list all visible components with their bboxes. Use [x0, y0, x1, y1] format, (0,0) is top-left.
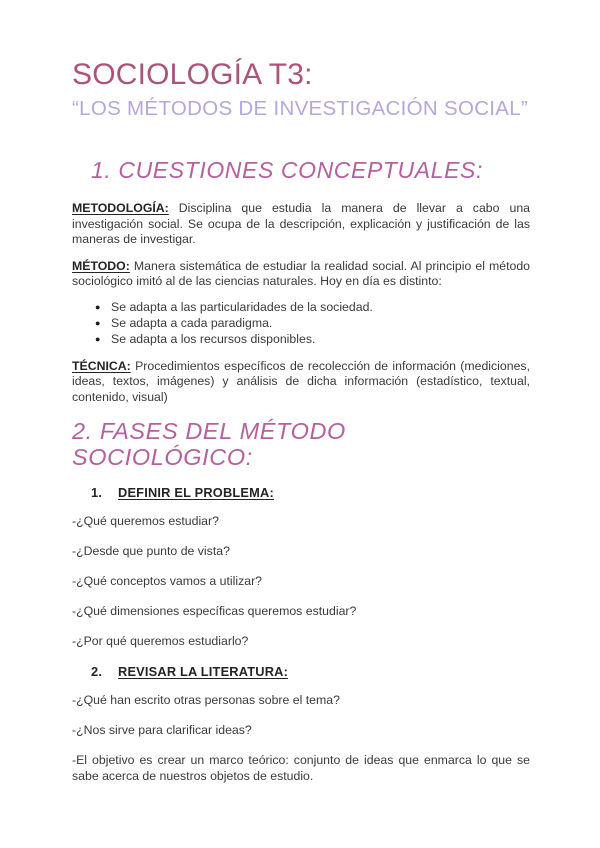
question-line: -¿Qué queremos estudiar? [72, 514, 219, 529]
definition-metodologia-text: Disciplina que estudia la manera de llevar a cabo una investigación social. Se ocupa de la descripción, explicación y justificación de las maneras de investigar. [72, 201, 531, 246]
list-item-text: Se adapta a las particularidades de la sociedad. [111, 300, 373, 315]
document-header [72, 58, 530, 120]
step1-number: 1. [91, 485, 103, 501]
term-metodo: MÉTODO: [72, 258, 130, 273]
question-line: -¿Qué dimensiones específicas queremos estudiar? [72, 604, 357, 619]
definition-metodo [72, 259, 530, 289]
page-title: SOCIOLOGÍA T3: [72, 58, 313, 91]
section1-heading: 1. CUESTIONES CONCEPTUALES: [91, 157, 483, 184]
definition-metodo-text: Manera sistemática de estudiar la realidad social. Al principio el método sociológico imitó al de las ciencias naturales. Hoy en día es distinto: [72, 258, 531, 289]
question-line: -¿Qué conceptos vamos a utilizar? [72, 574, 263, 589]
definition-tecnica-text: Procedimientos específicos de recolección de información (mediciones, ideas, textos, imágenes) y análisis de dicha información (estadístico, textual, contenido, visual) [72, 359, 530, 404]
list-item [95, 332, 530, 348]
step2-title: REVISAR LA LITERATURA: [118, 664, 289, 680]
question-line: -¿Desde que punto de vista? [72, 544, 230, 559]
section2-heading: 2. FASES DEL MÉTODO SOCIOLÓGICO: [72, 417, 346, 470]
list-item-text: Se adapta a los recursos disponibles. [111, 331, 316, 346]
section-fases-metodo [72, 419, 530, 784]
definition-metodologia [72, 201, 530, 247]
step1-title: DEFINIR EL PROBLEMA: [118, 485, 274, 501]
step2-heading [91, 664, 530, 679]
definition-tecnica [72, 359, 530, 405]
bullet-icon: ● [95, 333, 101, 344]
list-item-text: Se adapta a cada paradigma. [111, 315, 273, 330]
step2-number: 2. [91, 664, 103, 680]
term-tecnica: TÉCNICA: [72, 359, 131, 374]
page-subtitle: “LOS MÉTODOS DE INVESTIGACIÓN SOCIAL” [72, 96, 529, 120]
question-line: -El objetivo es crear un marco teórico: conjunto de ideas que enmarca lo que se sabe acerca de nuestros objetos de estudio. [72, 753, 530, 783]
term-metodologia: METODOLOGÍA: [72, 201, 169, 216]
question-line: -¿Por qué queremos estudiarlo? [72, 634, 249, 649]
list-item [95, 316, 530, 332]
list-item [95, 300, 530, 316]
bullet-icon: ● [95, 302, 101, 313]
metodo-bullet-list [72, 300, 530, 347]
question-line: -¿Nos sirve para clarificar ideas? [72, 723, 252, 738]
section-cuestiones-conceptuales [72, 158, 530, 405]
definitions-block [72, 201, 530, 404]
step1-heading [91, 485, 530, 500]
question-line: -¿Qué han escrito otras personas sobre el tema? [72, 693, 340, 708]
bullet-icon: ● [95, 317, 101, 328]
